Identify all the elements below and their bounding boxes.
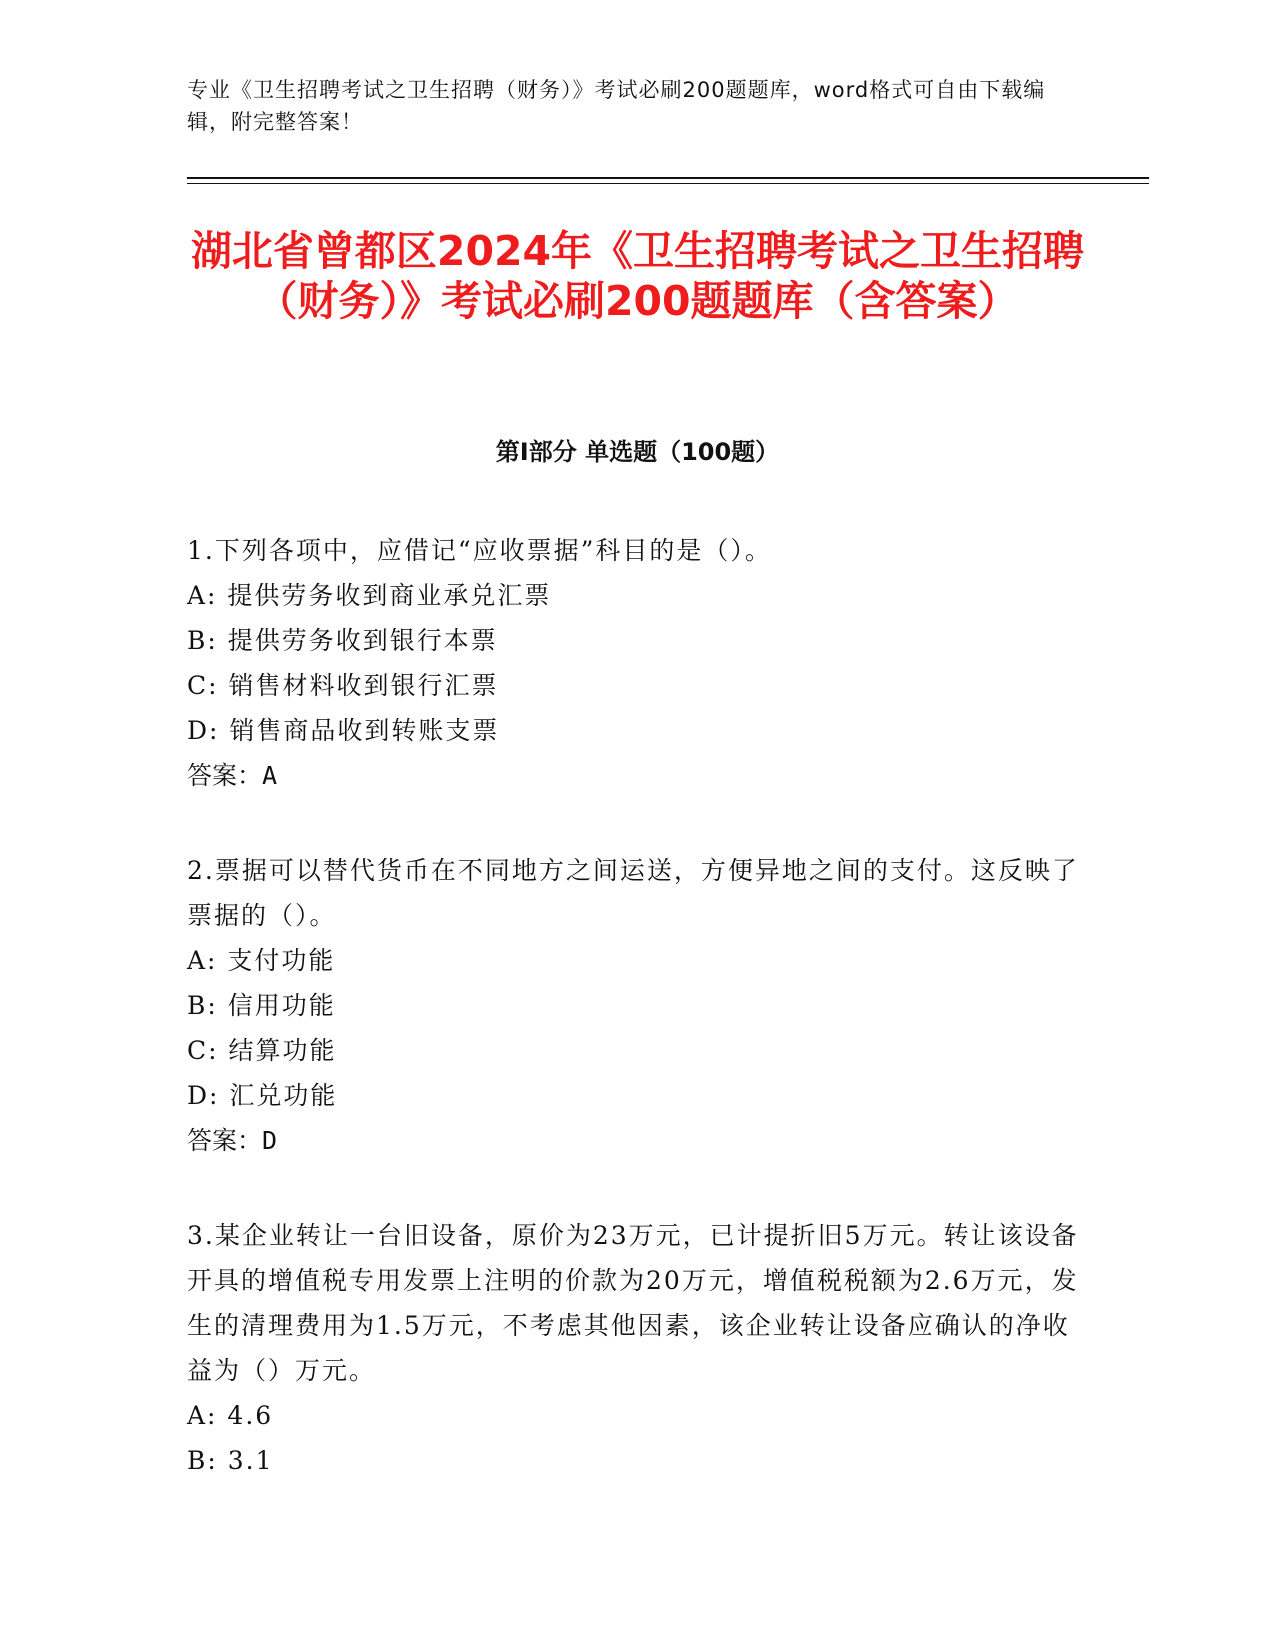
question-1 [187, 528, 1087, 798]
document-title: 湖北省曾都区2024年《卫生招聘考试之卫生招聘（财务）》考试必刷200题题库（含答案） [190, 227, 1085, 325]
option-a: A: 提供劳务收到商业承兑汇票 [187, 581, 552, 610]
answer-label: 答案： [187, 761, 263, 790]
option-b: B: 3.1 [187, 1446, 274, 1475]
option-a: A: 支付功能 [187, 946, 336, 975]
header-divider-thin [187, 183, 1149, 184]
question-2 [187, 848, 1087, 1163]
option-a: A: 4.6 [187, 1401, 274, 1430]
question-list [187, 528, 1087, 1533]
option-c: C: 结算功能 [187, 1036, 337, 1065]
option-c: C: 销售材料收到银行汇票 [187, 671, 499, 700]
question-stem: 3.某企业转让一台旧设备，原价为23万元，已计提折旧5万元。转让该设备开具的增值税专用发票上注明的价款为20万元，增值税税额为2.6万元，发生的清理费用为1.5万元，不考虑其他因素，该企业转让设备应确认的净收益为（）万元。 [187, 1221, 1079, 1385]
answer-line [187, 1118, 1087, 1163]
answer-value: D [262, 1126, 278, 1155]
question-3 [187, 1213, 1087, 1483]
header-note: 专业《卫生招聘考试之卫生招聘（财务）》考试必刷200题题库，word格式可自由下载编辑，附完整答案！ [187, 78, 1046, 134]
header-divider-thick [187, 177, 1149, 179]
section-title: 第I部分 单选题（100题） [495, 438, 780, 466]
answer-value: A [262, 761, 278, 790]
option-d: D: 汇兑功能 [187, 1081, 338, 1110]
option-b: B: 信用功能 [187, 991, 336, 1020]
option-d: D: 销售商品收到转账支票 [187, 716, 500, 745]
answer-label: 答案： [187, 1126, 263, 1155]
option-b: B: 提供劳务收到银行本票 [187, 626, 498, 655]
question-stem: 2.票据可以替代货币在不同地方之间运送，方便异地之间的支付。这反映了票据的（）。 [187, 856, 1079, 930]
answer-line [187, 753, 1087, 798]
question-stem: 1.下列各项中，应借记“应收票据”科目的是（）。 [187, 536, 772, 565]
